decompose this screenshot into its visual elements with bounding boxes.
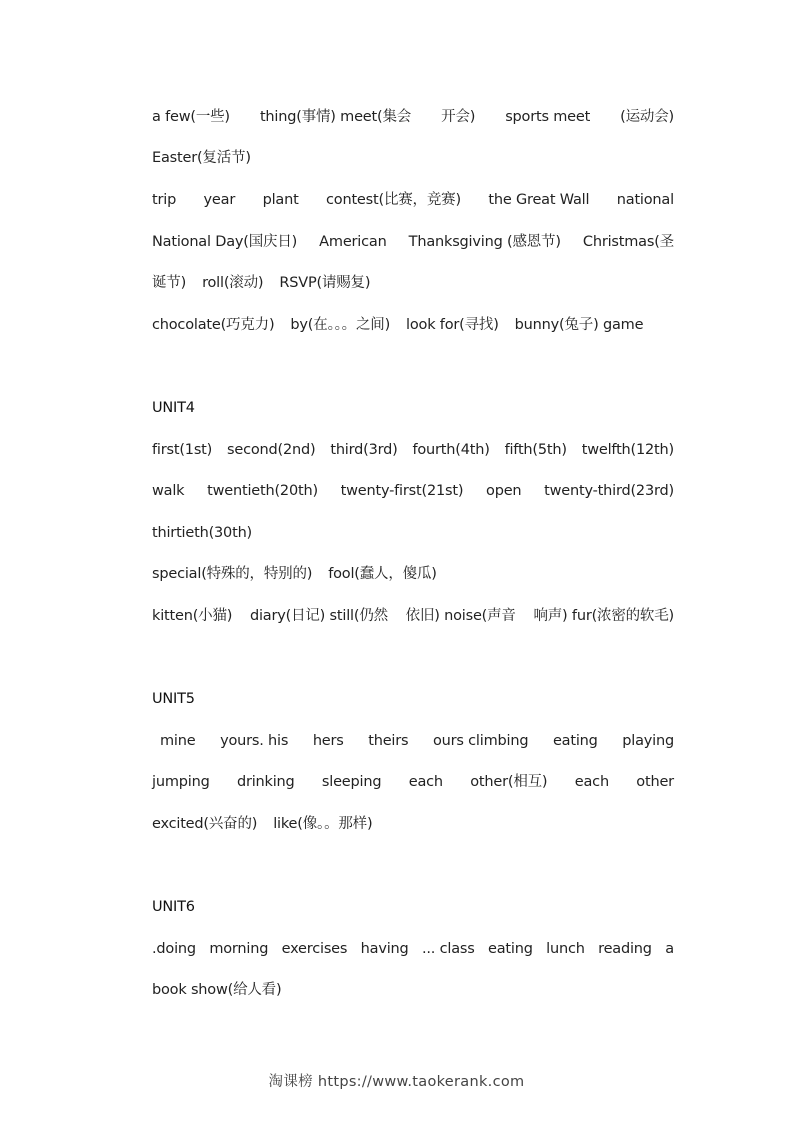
- vocab-item: twelfth(12th): [581, 442, 674, 458]
- vocab-item: drinking: [236, 774, 295, 790]
- vocab-item: like(像。。那样): [273, 816, 373, 832]
- vocab-line: [152, 148, 674, 168]
- vocab-item: morning: [209, 941, 269, 957]
- vocab-item: year: [203, 192, 236, 208]
- vocab-item: twenty-third(23rd): [544, 483, 674, 499]
- vocab-line: [152, 481, 674, 501]
- vocab-item: yours. his: [220, 733, 289, 749]
- vocab-item: Thanksgiving (感恩节): [408, 234, 561, 250]
- vocab-item: RSVP(请赐复): [279, 275, 371, 291]
- vocab-line: [152, 606, 674, 626]
- unit-heading: UNIT6: [152, 899, 195, 915]
- vocab-item: sports meet: [505, 109, 591, 125]
- vocab-item: mine: [160, 733, 196, 749]
- unit-heading: UNIT5: [152, 691, 195, 707]
- vocab-item: thirtieth(30th): [152, 525, 253, 541]
- vocab-item: second(2nd): [227, 442, 316, 458]
- vocab-item: look for(寻找): [406, 317, 499, 333]
- vocab-item: theirs: [368, 733, 409, 749]
- vocab-item: Christmas(圣: [582, 234, 674, 250]
- vocab-line: [152, 980, 674, 1000]
- vocab-item: twenty-first(21st): [340, 483, 464, 499]
- vocab-item: ours climbing: [432, 733, 529, 749]
- vocab-item: trip: [152, 192, 177, 208]
- vocab-item: 开会): [441, 109, 476, 125]
- vocab-item: American: [319, 234, 387, 250]
- vocab-item: lunch: [546, 941, 585, 957]
- unit-heading: UNIT4: [152, 400, 195, 416]
- vocab-item: national: [616, 192, 674, 208]
- vocab-item: a: [665, 941, 674, 957]
- vocab-line: [152, 731, 674, 751]
- vocab-item: fool(蠢人，傻瓜): [328, 566, 437, 582]
- vocab-item: playing: [622, 733, 674, 749]
- vocab-item: other: [636, 774, 674, 790]
- vocab-item: open: [486, 483, 522, 499]
- vocab-item: bunny(兔子) game: [514, 317, 644, 333]
- vocab-line: [152, 814, 674, 834]
- vocab-item: each: [408, 774, 443, 790]
- vocab-item: the Great Wall: [488, 192, 590, 208]
- vocab-item: each: [574, 774, 609, 790]
- vocab-item: 响声) fur(浓密的软毛): [533, 608, 674, 624]
- vocab-line: [152, 564, 674, 584]
- vocab-item: third(3rd): [330, 442, 398, 458]
- vocab-line: [152, 939, 674, 959]
- vocab-item: 依旧) noise(声音: [405, 608, 516, 624]
- footer-watermark: 淘课榜 https://www.taokerank.com: [268, 1074, 525, 1090]
- vocab-item: book show(给人看): [152, 982, 282, 998]
- vocab-item: hers: [312, 733, 344, 749]
- vocab-item: eating: [552, 733, 598, 749]
- vocab-item: Easter(复活节): [152, 150, 251, 166]
- vocab-line: [152, 315, 674, 335]
- vocab-item: National Day(国庆日): [152, 234, 298, 250]
- vocab-item: twentieth(20th): [207, 483, 318, 499]
- vocab-item: plant: [262, 192, 299, 208]
- vocab-line: [152, 523, 674, 543]
- vocab-item: .doing: [152, 941, 196, 957]
- vocab-item: ... class: [421, 941, 475, 957]
- vocab-item: having: [360, 941, 409, 957]
- vocab-line: [152, 273, 674, 293]
- vocab-item: reading: [598, 941, 652, 957]
- vocab-item: sleeping: [321, 774, 382, 790]
- vocab-item: contest(比赛，竞赛): [326, 192, 461, 208]
- vocab-item: by(在。。。之间): [290, 317, 391, 333]
- vocab-item: jumping: [152, 774, 210, 790]
- vocab-line: [152, 772, 674, 792]
- vocab-item: chocolate(巧克力): [152, 317, 275, 333]
- vocab-item: fourth(4th): [412, 442, 490, 458]
- vocab-line: [152, 232, 674, 252]
- vocab-item: fifth(5th): [504, 442, 567, 458]
- vocab-line: [152, 190, 674, 210]
- vocab-item: eating: [488, 941, 533, 957]
- vocab-item: roll(滚动): [202, 275, 264, 291]
- vocab-item: walk: [152, 483, 185, 499]
- vocab-item: other(相互): [470, 774, 548, 790]
- vocab-item: exercises: [281, 941, 348, 957]
- vocab-item: 诞节): [152, 275, 187, 291]
- vocab-line: [152, 440, 674, 460]
- vocab-item: kitten(小猫): [152, 608, 233, 624]
- vocab-item: (运动会): [620, 109, 674, 125]
- vocab-item: first(1st): [152, 442, 213, 458]
- vocab-line: [152, 107, 674, 127]
- vocab-item: special(特殊的，特别的): [152, 566, 313, 582]
- vocab-item: thing(事情) meet(集会: [259, 109, 412, 125]
- vocab-item: a few(一些): [152, 109, 230, 125]
- vocab-item: excited(兴奋的): [152, 816, 258, 832]
- vocab-item: diary(日记) still(仍然: [249, 608, 388, 624]
